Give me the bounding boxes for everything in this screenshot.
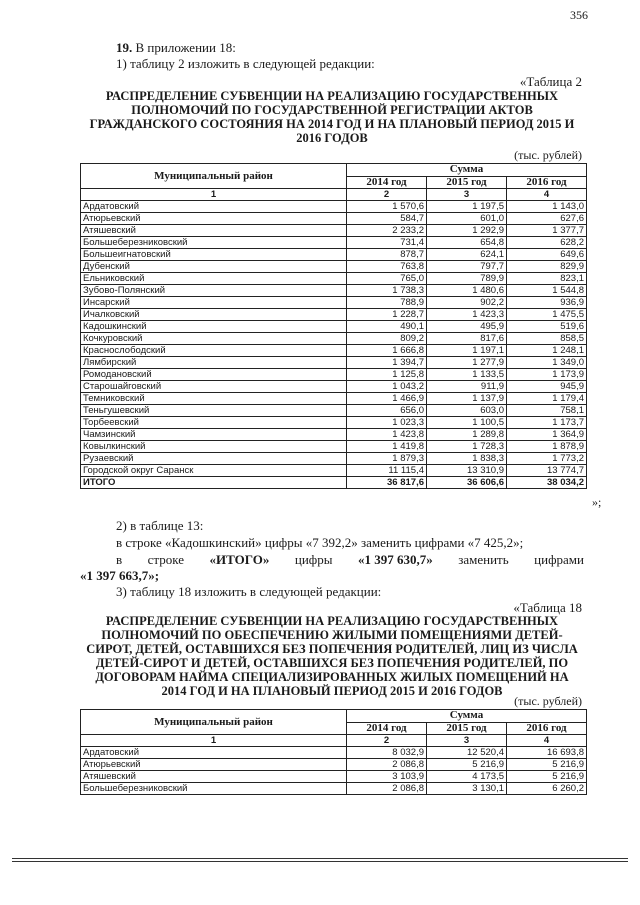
value-cell: 858,5 xyxy=(507,333,587,345)
value-cell: 809,2 xyxy=(347,333,427,345)
table18 xyxy=(80,709,587,795)
item-2-word: заменить xyxy=(458,552,509,567)
value-cell: 945,9 xyxy=(507,381,587,393)
table2-header-2015: 2015 год xyxy=(427,176,507,189)
value-cell: 823,1 xyxy=(507,273,587,285)
value-cell: 1 480,6 xyxy=(427,285,507,297)
value-cell: 36 817,6 xyxy=(347,477,427,489)
value-cell: 1 133,5 xyxy=(427,369,507,381)
value-cell: 902,2 xyxy=(427,297,507,309)
district-cell: Дубенский xyxy=(81,261,347,273)
table2-colnum-3: 3 xyxy=(427,189,507,201)
table18-colnum-3: 3 xyxy=(427,735,507,747)
table-row xyxy=(81,261,587,273)
item-2-word: цифрами xyxy=(534,552,584,567)
table-row xyxy=(81,321,587,333)
table2-colnum-2: 2 xyxy=(347,189,427,201)
value-cell: 656,0 xyxy=(347,405,427,417)
value-cell: 1 423,8 xyxy=(347,429,427,441)
table18-header-district: Муниципальный район xyxy=(81,710,347,735)
value-cell: 731,4 xyxy=(347,237,427,249)
district-cell: Теньгушевский xyxy=(81,405,347,417)
value-cell: 11 115,4 xyxy=(347,465,427,477)
item-2-word: цифры xyxy=(294,552,333,567)
table-row xyxy=(81,285,587,297)
table-row xyxy=(81,429,587,441)
value-cell: 3 130,1 xyxy=(427,783,507,795)
value-cell: 1 292,9 xyxy=(427,225,507,237)
table18-header-2016: 2016 год xyxy=(507,722,587,735)
value-cell: 624,1 xyxy=(427,249,507,261)
value-cell: 1 878,9 xyxy=(507,441,587,453)
value-cell: 1 773,2 xyxy=(507,453,587,465)
value-cell: 789,9 xyxy=(427,273,507,285)
district-cell: Городской округ Саранск xyxy=(81,465,347,477)
value-cell: 911,9 xyxy=(427,381,507,393)
table-row xyxy=(81,345,587,357)
table2-header-sum: Сумма xyxy=(347,164,587,177)
value-cell: 1 879,3 xyxy=(347,453,427,465)
value-cell: 1 394,7 xyxy=(347,357,427,369)
table-row xyxy=(81,393,587,405)
item-2-word: «1 397 630,7» xyxy=(357,552,433,567)
value-cell: 1 423,3 xyxy=(427,309,507,321)
value-cell: 16 693,8 xyxy=(507,747,587,759)
table-row xyxy=(81,369,587,381)
value-cell: 1 197,5 xyxy=(427,201,507,213)
value-cell: 13 774,7 xyxy=(507,465,587,477)
table-row xyxy=(81,417,587,429)
value-cell: 6 260,2 xyxy=(507,783,587,795)
table-row xyxy=(81,309,587,321)
district-cell: Ардатовский xyxy=(81,201,347,213)
value-cell: 1 228,7 xyxy=(347,309,427,321)
table-row xyxy=(81,237,587,249)
value-cell: 1 475,5 xyxy=(507,309,587,321)
value-cell: 1 377,7 xyxy=(507,225,587,237)
table2-header-2014: 2014 год xyxy=(347,176,427,189)
district-cell: Большеигнатовский xyxy=(81,249,347,261)
value-cell: 2 086,8 xyxy=(347,783,427,795)
value-cell: 5 216,9 xyxy=(507,771,587,783)
value-cell: 1 248,1 xyxy=(507,345,587,357)
value-cell: 12 520,4 xyxy=(427,747,507,759)
value-cell: 1 197,1 xyxy=(427,345,507,357)
table18-colnum-2: 2 xyxy=(347,735,427,747)
value-cell: 649,6 xyxy=(507,249,587,261)
section-intro-text: В приложении 18: xyxy=(135,40,236,55)
district-cell: Рузаевский xyxy=(81,453,347,465)
district-cell: Ельниковский xyxy=(81,273,347,285)
total-row xyxy=(81,477,587,489)
district-cell: Темниковский xyxy=(81,393,347,405)
value-cell: 829,9 xyxy=(507,261,587,273)
value-cell: 654,8 xyxy=(427,237,507,249)
table2-unit: (тыс. рублей) xyxy=(514,148,582,162)
district-cell: Ковылкинский xyxy=(81,441,347,453)
value-cell: 2 086,8 xyxy=(347,759,427,771)
value-cell: 936,9 xyxy=(507,297,587,309)
value-cell: 1 125,8 xyxy=(347,369,427,381)
item-2-line3 xyxy=(116,552,584,568)
value-cell: 627,6 xyxy=(507,213,587,225)
value-cell: 603,0 xyxy=(427,405,507,417)
value-cell: 3 103,9 xyxy=(347,771,427,783)
value-cell: 1 466,9 xyxy=(347,393,427,405)
district-cell: Большеберезниковский xyxy=(81,783,347,795)
table2-close: »; xyxy=(592,495,602,509)
table-row xyxy=(81,783,587,795)
table-row xyxy=(81,441,587,453)
value-cell: 1 289,8 xyxy=(427,429,507,441)
value-cell: 1 043,2 xyxy=(347,381,427,393)
value-cell: 490,1 xyxy=(347,321,427,333)
district-cell: Атюрьевский xyxy=(81,759,347,771)
table-row xyxy=(81,771,587,783)
section-number: 19. xyxy=(116,40,133,55)
value-cell: 1 570,6 xyxy=(347,201,427,213)
table18-header-sum: Сумма xyxy=(347,710,587,723)
table-row xyxy=(81,225,587,237)
table-row xyxy=(81,333,587,345)
value-cell: 495,9 xyxy=(427,321,507,333)
table18-header-2015: 2015 год xyxy=(427,722,507,735)
district-cell: Краснослободский xyxy=(81,345,347,357)
table-row xyxy=(81,297,587,309)
table18-colnum-1: 1 xyxy=(81,735,347,747)
value-cell: 628,2 xyxy=(507,237,587,249)
value-cell: 1 838,3 xyxy=(427,453,507,465)
value-cell: 4 173,5 xyxy=(427,771,507,783)
table-row xyxy=(81,213,587,225)
value-cell: 1 738,3 xyxy=(347,285,427,297)
table2-colnum-4: 4 xyxy=(507,189,587,201)
district-cell: Кочкуровский xyxy=(81,333,347,345)
table2-colnum-1: 1 xyxy=(81,189,347,201)
table-row xyxy=(81,357,587,369)
value-cell: 519,6 xyxy=(507,321,587,333)
table2-header-2016: 2016 год xyxy=(507,176,587,189)
value-cell: 1 179,4 xyxy=(507,393,587,405)
value-cell: 788,9 xyxy=(347,297,427,309)
district-cell: Ичалковский xyxy=(81,309,347,321)
item-2-word: в xyxy=(116,552,123,567)
value-cell: 797,7 xyxy=(427,261,507,273)
table2 xyxy=(80,163,587,489)
table-row xyxy=(81,405,587,417)
table18-header-2014: 2014 год xyxy=(347,722,427,735)
value-cell: 13 310,9 xyxy=(427,465,507,477)
value-cell: 36 606,6 xyxy=(427,477,507,489)
table2-label: «Таблица 2 xyxy=(519,74,582,89)
item-2-line1: 2) в таблице 13: xyxy=(116,518,204,533)
value-cell: 758,1 xyxy=(507,405,587,417)
table-row xyxy=(81,453,587,465)
table-row xyxy=(81,381,587,393)
district-cell: Атюрьевский xyxy=(81,213,347,225)
table2-header-district: Муниципальный район xyxy=(81,164,347,189)
district-cell: Зубово-Полянский xyxy=(81,285,347,297)
table-row xyxy=(81,201,587,213)
value-cell: 765,0 xyxy=(347,273,427,285)
value-cell: 601,0 xyxy=(427,213,507,225)
district-cell: Лямбирский xyxy=(81,357,347,369)
value-cell: 2 233,2 xyxy=(347,225,427,237)
table18-label: «Таблица 18 xyxy=(513,600,582,615)
table18-colnum-4: 4 xyxy=(507,735,587,747)
item-2-line4: «1 397 663,7»; xyxy=(80,568,160,583)
value-cell: 1 544,8 xyxy=(507,285,587,297)
item-2-line2: в строке «Кадошкинский» цифры «7 392,2» заменить цифрами «7 425,2»; xyxy=(116,535,524,550)
page-bottom-rule xyxy=(12,858,628,859)
district-cell: Инсарский xyxy=(81,297,347,309)
value-cell: 1 173,9 xyxy=(507,369,587,381)
value-cell: 817,6 xyxy=(427,333,507,345)
value-cell: 5 216,9 xyxy=(427,759,507,771)
value-cell: 1 277,9 xyxy=(427,357,507,369)
value-cell: 1 728,3 xyxy=(427,441,507,453)
value-cell: 8 032,9 xyxy=(347,747,427,759)
value-cell: 5 216,9 xyxy=(507,759,587,771)
value-cell: 38 034,2 xyxy=(507,477,587,489)
value-cell: 1 173,7 xyxy=(507,417,587,429)
district-cell: Атяшевский xyxy=(81,771,347,783)
page-number: 356 xyxy=(570,8,588,22)
table-row xyxy=(81,249,587,261)
district-cell: Ардатовский xyxy=(81,747,347,759)
district-cell: Ромодановский xyxy=(81,369,347,381)
value-cell: 1 419,8 xyxy=(347,441,427,453)
district-cell: Большеберезниковский xyxy=(81,237,347,249)
value-cell: 1 364,9 xyxy=(507,429,587,441)
section-intro xyxy=(116,40,236,56)
district-cell: Атяшевский xyxy=(81,225,347,237)
value-cell: 763,8 xyxy=(347,261,427,273)
page-bottom-rule xyxy=(12,861,628,862)
table-row xyxy=(81,465,587,477)
district-cell: ИТОГО xyxy=(81,477,347,489)
table18-title: РАСПРЕДЕЛЕНИЕ СУБВЕНЦИИ НА РЕАЛИЗАЦИЮ ГОСУДАРСТВЕННЫХ ПОЛНОМОЧИЙ ПО ОБЕСПЕЧЕНИЮ ЖИЛЫМИ ПОМЕЩЕНИЯМИ ДЕТЕЙ-СИРОТ, ДЕТЕЙ, ОСТАВШИХСЯ БЕЗ ПОПЕЧЕНИЯ РОДИТЕЛЕЙ, ЛИЦ ИЗ ЧИСЛА ДЕТЕЙ-СИРОТ И ДЕТЕЙ, ОСТАВШИХСЯ БЕЗ ПОПЕЧЕНИЯ РОДИТЕЛЕЙ, ПО ДОГОВОРАМ НАЙМА СПЕЦИАЛИЗИРОВАННЫХ ЖИЛЫХ ПОМЕЩЕНИЙ НА 2014 ГОД И НА ПЛАНОВЫЙ ПЕРИОД 2015 И 2016 ГОДОВ xyxy=(86,614,578,698)
item-1-text: 1) таблицу 2 изложить в следующей редакции: xyxy=(116,56,375,71)
value-cell: 584,7 xyxy=(347,213,427,225)
district-cell: Торбеевский xyxy=(81,417,347,429)
value-cell: 1 137,9 xyxy=(427,393,507,405)
table-row xyxy=(81,747,587,759)
district-cell: Старошайговский xyxy=(81,381,347,393)
value-cell: 1 666,8 xyxy=(347,345,427,357)
value-cell: 1 143,0 xyxy=(507,201,587,213)
table-row xyxy=(81,759,587,771)
value-cell: 1 349,0 xyxy=(507,357,587,369)
value-cell: 1 100,5 xyxy=(427,417,507,429)
value-cell: 878,7 xyxy=(347,249,427,261)
table-row xyxy=(81,273,587,285)
district-cell: Чамзинский xyxy=(81,429,347,441)
value-cell: 1 023,3 xyxy=(347,417,427,429)
table18-unit: (тыс. рублей) xyxy=(514,694,582,708)
item-2-word: строке xyxy=(147,552,185,567)
table2-title: РАСПРЕДЕЛЕНИЕ СУБВЕНЦИИ НА РЕАЛИЗАЦИЮ ГОСУДАРСТВЕННЫХ ПОЛНОМОЧИЙ ПО ГОСУДАРСТВЕННОЙ РЕГИСТРАЦИИ АКТОВ ГРАЖДАНСКОГО СОСТОЯНИЯ НА 2014 ГОД И НА ПЛАНОВЫЙ ПЕРИОД 2015 И 2016 ГОДОВ xyxy=(89,89,575,145)
district-cell: Кадошкинский xyxy=(81,321,347,333)
item-3-text: 3) таблицу 18 изложить в следующей редакции: xyxy=(116,584,382,599)
item-2-word: «ИТОГО» xyxy=(209,552,270,567)
